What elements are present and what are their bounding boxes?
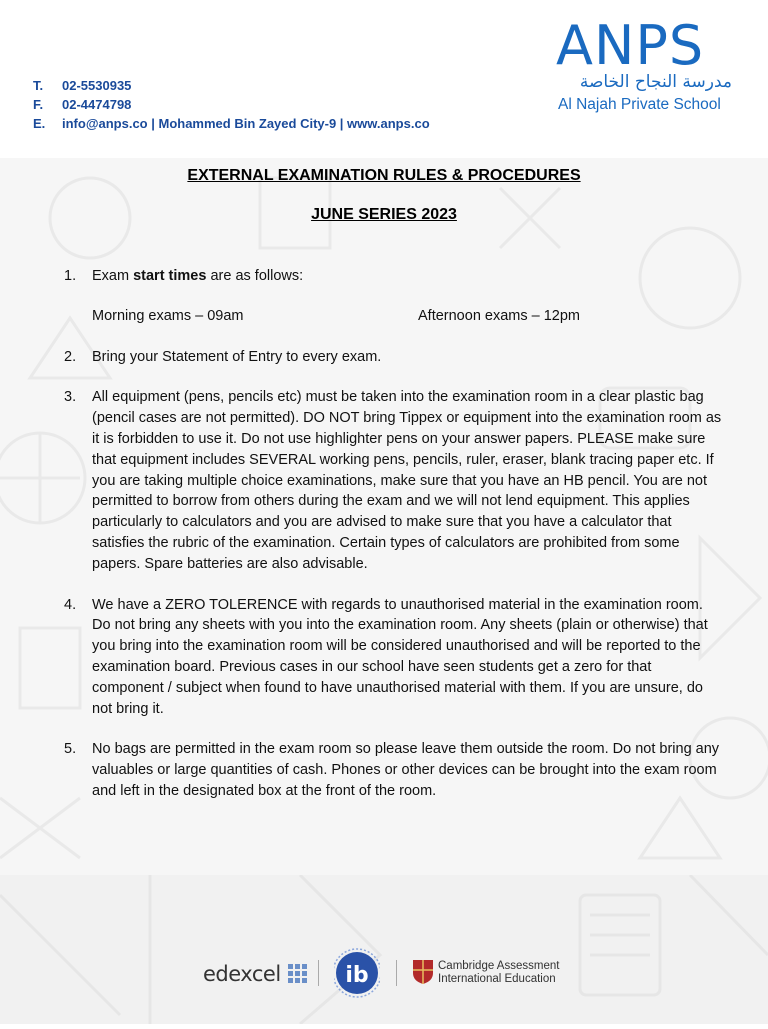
list-item	[64, 347, 724, 368]
contact-value: 02-5530935	[62, 78, 132, 93]
list-item	[64, 266, 724, 327]
rules-list	[64, 266, 724, 822]
exam-times	[92, 306, 724, 327]
list-item	[64, 739, 724, 801]
item-text: No bags are permitted in the exam room so please leave them outside the room. Do not bring any valuables or large quantities of cash. Phones or other devices can be brought into the exam room and left in the designated box at the front of the room.	[92, 741, 720, 799]
edexcel-logo: edexcel	[203, 962, 281, 986]
item-text-post: are as follows:	[206, 268, 304, 284]
item-text-pre: Exam	[92, 268, 134, 284]
contact-value: info@anps.co | Mohammed Bin Zayed City-9 | www.anps.co	[62, 116, 430, 131]
divider	[396, 960, 397, 986]
morning-time: Morning exams – 09am	[92, 307, 244, 324]
item-number: 1.	[64, 268, 77, 284]
document-subtitle: JUNE SERIES 2023	[311, 206, 457, 223]
item-text-bold: start times	[133, 268, 207, 284]
item-text: All equipment (pens, pencils etc) must be taken into the examination room in a clear plastic bag (pencil cases are not permitted). DO NOT bring Tippex or equipment into the examination room as it is forbidden to use it. Do not use highlighter pens on your answer papers. PLEASE make sure that equipment includes SEVERAL working pens, pencils, ruler, eraser, blank tracing paper etc. If you are taking multiple choice examinations, make sure that you have an HB pencil. You are not permitted to borrow from others during the exam and we will not lend equipment. This applies particularly to calculators and you are advised to make sure that you have a calculator that satisfies the rubric of the examination. Certain types of calculators are prohibited from some papers. Spare batteries are also advisable.	[92, 389, 722, 572]
contact-phone	[33, 76, 430, 95]
logo-arabic-name: مدرسة النجاح الخاصة	[579, 72, 732, 92]
cambridge-line1: Cambridge Assessment	[438, 960, 560, 972]
logo-english-name: Al Najah Private School	[558, 96, 721, 113]
edexcel-grid-icon	[288, 964, 308, 984]
cambridge-line2: International Education	[438, 973, 556, 985]
exam-board-logos	[200, 940, 570, 1000]
school-logo	[556, 14, 736, 124]
item-text	[92, 266, 724, 327]
item-number: 4.	[64, 596, 77, 613]
document-title: EXTERNAL EXAMINATION RULES & PROCEDURES	[187, 167, 581, 184]
cambridge-logo-text	[438, 960, 559, 986]
item-text: Bring your Statement of Entry to every exam.	[92, 348, 382, 365]
divider	[318, 960, 319, 986]
contact-fax	[33, 95, 430, 114]
item-number: 3.	[64, 389, 77, 406]
contact-label: T.	[33, 78, 44, 93]
item-text: We have a ZERO TOLERENCE with regards to unauthorised material in the examination room. Do not bring any sheets with you into the examination room. Any sheets (plain or otherwise) that you bring into the examination room will be considered unauthorised and will be reported to the examination board. Previous cases in our school have seen students get a zero for that component / subject when found to have unauthorised material with them. If you are unsure, do not bring it.	[92, 596, 708, 717]
contact-info	[33, 76, 430, 133]
contact-email	[33, 114, 430, 133]
contact-label: F.	[33, 97, 44, 112]
ib-logo-text: ib	[345, 963, 369, 988]
logo-wordmark: ANPS	[556, 14, 705, 77]
list-item	[64, 387, 724, 574]
contact-value: 02-4474798	[62, 97, 132, 112]
contact-label: E.	[33, 116, 46, 131]
item-number: 2.	[64, 348, 77, 365]
ib-logo-icon	[334, 946, 380, 1000]
cambridge-shield-icon	[412, 959, 434, 985]
item-number: 5.	[64, 741, 77, 758]
list-item	[64, 595, 724, 720]
afternoon-time: Afternoon exams – 12pm	[418, 307, 581, 324]
